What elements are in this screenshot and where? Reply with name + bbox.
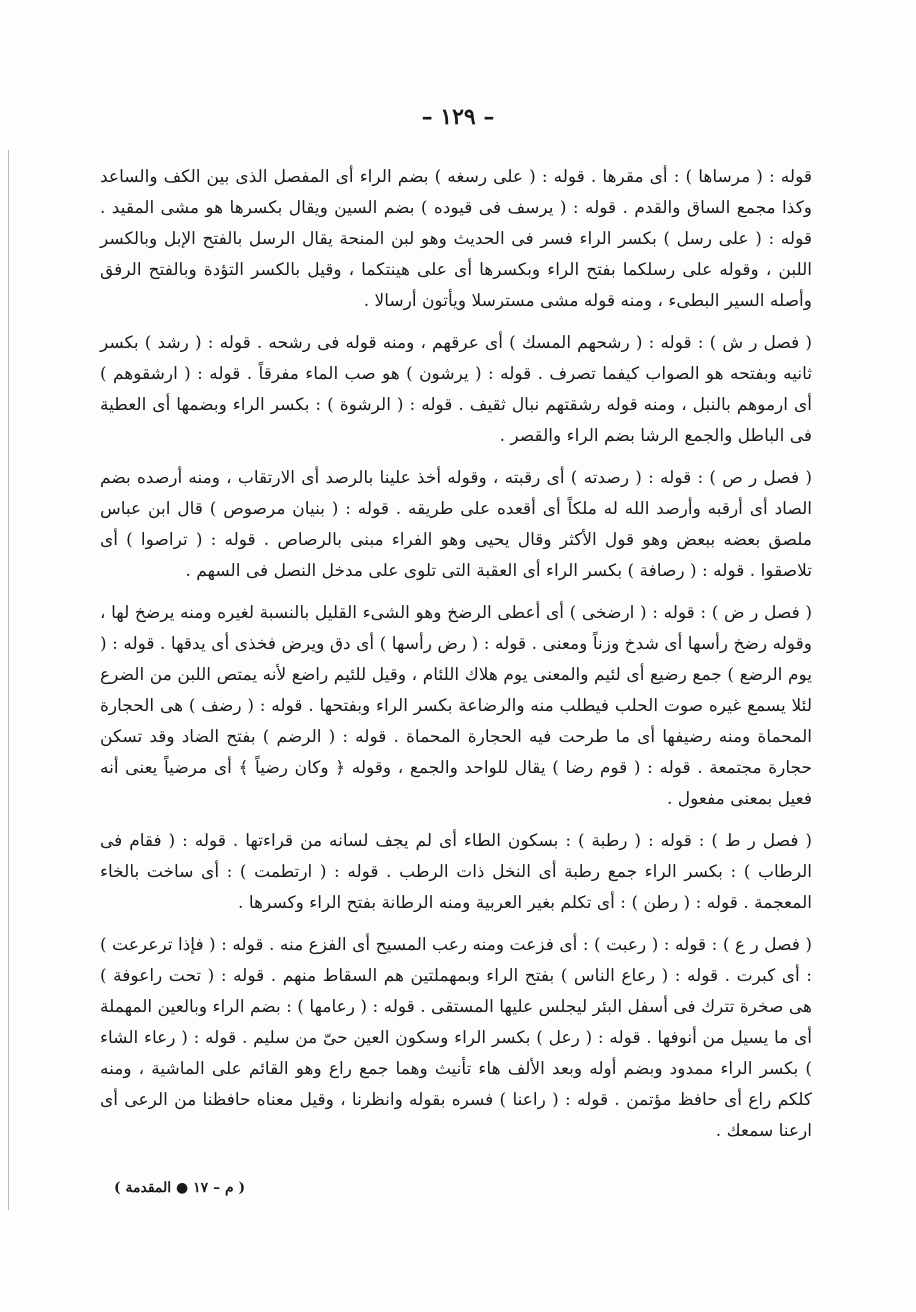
page-body <box>100 162 812 1147</box>
paragraph-fasl-ra-sad: ( فصل ر ص ) : قوله : ( رصدته ) أى رقبته ، وقوله أخذ علينا بالرصد أى الارتقاب ، ومنه أرصده بضم الصاد أى أرقبه وأرصد الله له ملكاً أى أقعده على طريقه . قوله : ( بنيان مرصوص ) قال ابن عباس ملصق بعضه ببعض وهو قول الأكثر وقال يحيى وهو الفراء مبنى بالرصاص . قوله : ( تراصوا ) أى تلاصقوا . قوله : ( رصافة ) بكسر الراء أى العقبة التى تلوى على مدخل النصل فى السهم . <box>100 468 812 581</box>
paragraph-fasl-ra-ta: ( فصل ر ط ) : قوله : ( رطبة ) : بسكون الطاء أى لم يجف لسانه من قراءتها . قوله : ( فقام فى الرطاب ) : بكسر الراء جمع رطبة أى النخل ذات الرطب . قوله : ( ارتطمت ) : أى ساخت بالخاء المعجمة . قوله : ( رطن ) : أى تكلم بغير العربية ومنه الرطانة بفتح الراء وكسرها . <box>100 831 812 913</box>
signature-mark: ( م – ١٧ ● المقدمة ) <box>114 1180 246 1196</box>
paragraph-fasl-ra-dad: ( فصل ر ض ) : قوله : ( ارضخى ) أى أعطى الرضخ وهو الشىء القليل بالنسبة لغيره ومنه يرضخ لها ، وقوله رضخ رأسها أى شدخ وزناً ومعنى . قوله : ( رض رأسها ) أى دق ويرض فخذى أى يدقها . قوله : ( يوم الرضع ) جمع رضيع أى لئيم والمعنى يوم هلاك اللئام ، وقيل للئيم راضع لأنه يمتص اللبن من الضرع لئلا يسمع غيره صوت الحلب فيطلب منه والرضاعة بكسر الراء وبفتحها . قوله : ( رضف ) هى الحجارة المحماة ومنه رضيفها أى ما طرحت فيه الحجارة المحماة . قوله : ( الرضم ) بفتح الضاد وقد تسكن حجارة مجتمعة . قوله : ( قوم رضا ) يقال للواحد والجمع ، وقوله ﴿ وكان رضياً ﴾ أى مرضياً يعنى أنه فعيل بمعنى مفعول . <box>100 603 812 809</box>
paragraph-fasl-ra-ayn: ( فصل ر ع ) : قوله : ( رعبت ) : أى فزعت ومنه رعب المسيح أى الفزع منه . قوله : ( فإذا ترعرعت ) : أى كبرت . قوله : ( رعاع الناس ) بفتح الراء وبمهملتين هم السقاط منهم . قوله : ( تحت راعوفة ) هى صخرة تترك فى أسفل البئر ليجلس عليها المستقى . قوله : ( رعامها ) : بضم الراء وبالعين المهملة أى ما يسيل من أنوفها . قوله : ( رعل ) بكسر الراء وسكون العين حىّ من سليم . قوله : ( رعاء الشاء ) بكسر الراء ممدود وبضم أوله وبعد الألف هاء تأنيث وهما جمع راع وهو القائم على الماشية ، ومنه كلكم راع أى حافظ مؤتمن . قوله : ( راعنا ) فسره بقوله وانظرنا ، وقيل معناه حافظنا من الرعى أى ارعنا سمعك . <box>100 935 812 1141</box>
page-edge-line <box>8 150 9 1210</box>
paragraph-ra-sin: قوله : ( مرساها ) : أى مقرها . قوله : ( على رسغه ) بضم الراء أى المفصل الذى بين الكف والساعد وكذا مجمع الساق والقدم . قوله : ( يرسف فى قيوده ) بضم السين ويقال بكسرها هو مشى المقيد . قوله : ( على رسل ) بكسر الراء فسر فى الحديث وهو لبن المنحة يقال الرسل بالفتح الإبل وبالكسر اللبن ، وقوله على رسلكما بفتح الراء وبكسرها أى على هينتكما ، وقيل بالكسر التؤدة وبالفتح الرفق وأصله السير البطىء ، ومنه قوله مشى مسترسلا ويأتون أرسالا . <box>100 167 812 311</box>
page-number: – ١٢٩ – <box>421 104 495 130</box>
paragraph-fasl-ra-shin: ( فصل ر ش ) : قوله : ( رشحهم المسك ) أى عرقهم ، ومنه قوله فى رشحه . قوله : ( رشد ) بكسر ثانيه وبفتحه هو الصواب كيفما تصرف . قوله : ( يرشون ) هو صب الماء مفرقاً . قوله : ( ارشقوهم ) أى ارموهم بالنبل ، ومنه قوله رشقتهم نبال ثقيف . قوله : ( الرشوة ) : بكسر الراء وبضمها أى العطية فى الباطل والجمع الرشا بضم الراء والقصر . <box>100 333 812 446</box>
